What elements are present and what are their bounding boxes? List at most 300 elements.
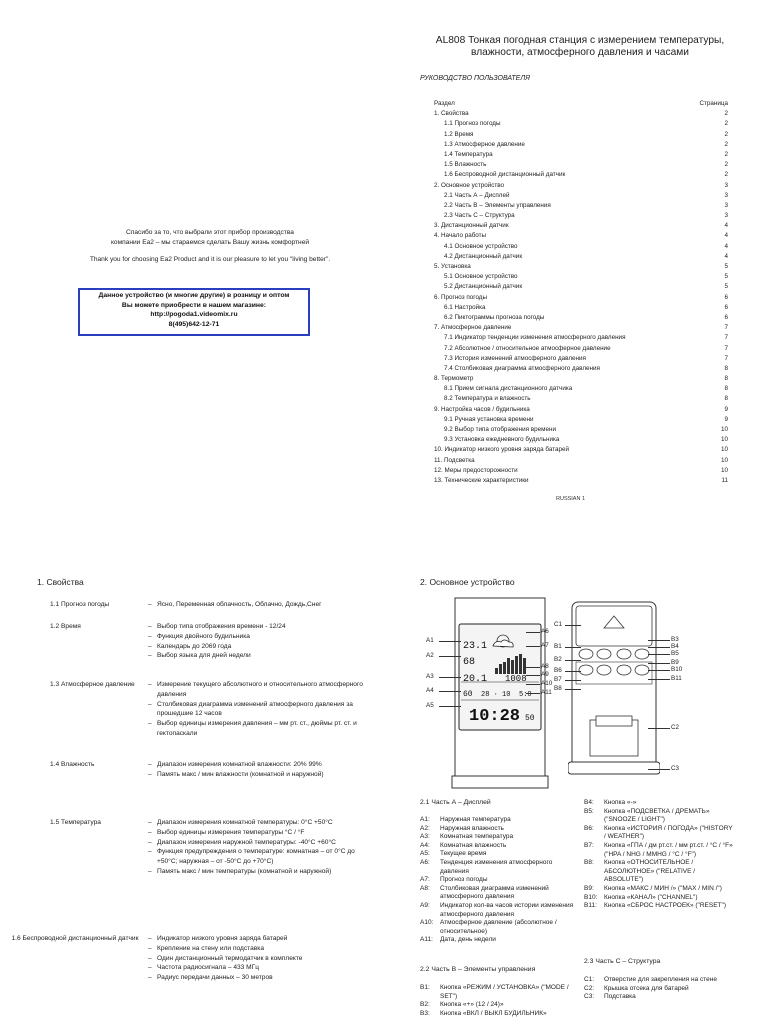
callout-line xyxy=(526,684,540,685)
toc-entry-page: 10 xyxy=(720,436,728,444)
toc-entry-title: 4.2 Дистанционный датчик xyxy=(444,252,523,260)
feature-items xyxy=(148,760,368,780)
legend-item xyxy=(420,902,580,919)
lcd-seconds: 50 xyxy=(525,714,535,723)
legend-key: B11: xyxy=(584,902,597,910)
feature-items xyxy=(148,622,368,661)
legend-value: Кнопка «+» (12 / 24)» xyxy=(440,1001,504,1009)
toc-entry-title: 10. Индикатор низкого уровня заряда батарей xyxy=(434,446,570,454)
callout-label-a11: A11 xyxy=(541,689,552,696)
legend-key: A5: xyxy=(420,850,430,858)
toc-row xyxy=(434,130,728,140)
feature-items xyxy=(148,818,368,877)
thanks-note xyxy=(60,228,360,273)
feature-item: – Радиус передачи данных – 30 метров xyxy=(148,973,368,983)
toc-entry-page: 2 xyxy=(724,110,728,118)
controls-legend-right xyxy=(584,799,734,911)
controls-legend-left xyxy=(420,984,580,1018)
toc-row xyxy=(434,374,728,384)
callout-label-b4: B4 xyxy=(671,643,679,650)
legend-item xyxy=(420,984,580,1001)
callout-line xyxy=(648,728,670,729)
lcd-time-small: 5:0 xyxy=(519,691,532,699)
callout-label-c2: C2 xyxy=(671,724,680,731)
toc-entry-page: 7 xyxy=(724,344,728,352)
callout-line xyxy=(565,660,581,661)
feature-item: – Один дистанционный термодатчик в комплекте xyxy=(148,954,368,964)
callout-line xyxy=(526,632,540,633)
legend-item xyxy=(420,850,580,859)
toc-header-section: Раздел xyxy=(434,100,455,107)
callout-label-a5: A5 xyxy=(426,702,434,709)
toc-row xyxy=(434,252,728,262)
legend-value: Кнопка «-» xyxy=(604,799,637,806)
legend-key: B8: xyxy=(584,859,594,867)
promo-url[interactable]: http://pogoda1.videomix.ru xyxy=(150,311,238,319)
feature-item: – Измерение текущего абсолютного и относительного атмосферного давления xyxy=(148,680,368,700)
lcd-temp-outdoor: 23.1 xyxy=(463,641,488,652)
feature-item: – Диапазон измерения комнатной температуры: 0°C +50°C xyxy=(148,818,368,828)
toc-entry-title: 5. Установка xyxy=(434,263,471,270)
toc-row xyxy=(434,394,728,404)
toc-entry-page: 11 xyxy=(721,476,728,484)
legend-key: A7: xyxy=(420,876,430,884)
toc-entry-page: 2 xyxy=(724,171,728,179)
toc-entry-title: 7.4 Столбиковая диаграмма атмосферного давления xyxy=(444,364,600,372)
feature-items xyxy=(148,600,368,610)
toc-row xyxy=(434,445,728,455)
callout-label-b9: B9 xyxy=(671,659,679,666)
lcd-pressure: 1008 xyxy=(505,674,527,684)
toc-entry-page: 6 xyxy=(724,293,728,301)
toc-row xyxy=(434,415,728,425)
title-line2: влажности, атмосферного давления и часами xyxy=(471,47,689,58)
toc-entry-title: 1.3 Атмосферное давление xyxy=(444,140,525,148)
legend-key: B10: xyxy=(584,893,598,901)
legend-key: C3: xyxy=(584,993,595,1001)
legend-key: B6: xyxy=(584,824,594,832)
toc-entry-title: 2.2 Часть В – Элементы управления xyxy=(444,201,551,209)
toc-entry-title: 4.1 Основное устройство xyxy=(444,242,518,250)
toc-entry-page: 4 xyxy=(724,222,728,230)
toc-entry-page: 9 xyxy=(724,405,728,413)
toc-row xyxy=(434,242,728,252)
toc-entry-page: 7 xyxy=(724,324,728,332)
lcd-date: 28 · 10 xyxy=(481,691,511,699)
legend-item xyxy=(584,985,734,994)
legend-key: A3: xyxy=(420,833,430,841)
callout-line xyxy=(565,689,581,690)
toc-entry-page: 8 xyxy=(724,375,728,383)
legend-item xyxy=(420,919,580,936)
legend-item xyxy=(420,816,580,825)
feature-item: – Выбор типа отображения времени - 12/24 xyxy=(148,622,368,632)
toc-row xyxy=(434,191,728,201)
toc-entry-title: 7.2 Абсолютное / относительное атмосферное давление xyxy=(444,344,611,352)
lcd-time: 10:28 xyxy=(469,707,521,726)
callout-label-a9: A9 xyxy=(541,671,549,678)
features-list xyxy=(11,600,370,1010)
toc-entry-page: 4 xyxy=(724,232,728,240)
toc-entry-title: 11. Подсветка xyxy=(434,456,475,464)
legend-item xyxy=(584,976,734,985)
toc-entry-page: 7 xyxy=(724,334,728,342)
toc-row xyxy=(434,272,728,282)
callout-label-b2: B2 xyxy=(554,656,562,663)
toc-row xyxy=(434,364,728,374)
callout-line xyxy=(565,625,581,626)
subsection-2-1: 2.1 Часть А – Дисплей xyxy=(420,799,491,806)
legend-item xyxy=(584,825,734,842)
toc-entry-title: 9.3 Установка ежедневного будильника xyxy=(444,436,560,444)
toc-row xyxy=(434,405,728,415)
toc-row xyxy=(434,476,728,486)
callout-line xyxy=(439,641,461,642)
toc-row xyxy=(434,323,728,333)
legend-value: Индикатор кол-ва часов истории изменения атмосферного давления xyxy=(440,901,574,918)
legend-key: A6: xyxy=(420,858,430,866)
toc-row xyxy=(434,282,728,292)
feature-label: 1.3 Атмосферное давление xyxy=(50,681,135,688)
toc-entry-page: 3 xyxy=(724,181,728,189)
feature-label: 1.6 Беспроводной дистанционный датчик xyxy=(11,935,139,942)
legend-key: A2: xyxy=(420,824,430,832)
toc-entry-title: 6. Прогноз погоды xyxy=(434,293,488,301)
legend-item xyxy=(584,842,734,859)
legend-item xyxy=(584,993,734,1002)
legend-key: B9: xyxy=(584,884,594,892)
page-footer: RUSSIAN 1 xyxy=(556,496,586,502)
feature-item: – Выбор единицы измерения давления – мм рт. ст., дюймы рт. ст. и гектопаскали xyxy=(148,719,368,739)
thanks-en: Thank you for choosing Ea2 Product and it is our pleasure to let you "living better". xyxy=(89,256,331,263)
legend-value: Наружная температура xyxy=(440,816,511,823)
callout-label-b5: B5 xyxy=(671,650,679,657)
feature-item: – Индикатор низкого уровня заряда батарей xyxy=(148,934,368,944)
feature-item: – Функция предупреждения о температуре: комнатная – от 0°C до +50°C; наружная – от -50°C до +70°C) xyxy=(148,847,368,867)
callout-line xyxy=(648,647,670,648)
thanks-ru-line1: Спасибо за то, что выбрали этот прибор производства xyxy=(126,229,294,236)
legend-item xyxy=(584,799,734,808)
legend-item xyxy=(584,859,734,885)
toc-row xyxy=(434,425,728,435)
structure-legend xyxy=(584,976,734,1002)
section1-title: 1. Свойства xyxy=(37,577,84,587)
legend-item xyxy=(420,859,580,876)
feature-item: – Диапазон измерения комнатной влажности: 20% 99% xyxy=(148,760,368,770)
toc-row xyxy=(434,150,728,160)
toc-entry-title: 3. Дистанционный датчик xyxy=(434,222,509,230)
callout-label-b7: B7 xyxy=(554,676,562,683)
callout-label-c1: C1 xyxy=(554,621,563,628)
toc-row xyxy=(434,211,728,221)
toc-entry-page: 2 xyxy=(724,120,728,128)
toc-row xyxy=(434,170,728,180)
toc-entry-page: 6 xyxy=(724,303,728,311)
callout-line xyxy=(526,667,540,668)
callout-line xyxy=(648,679,670,680)
toc-entry-page: 4 xyxy=(724,252,728,260)
callout-label-b11: B11 xyxy=(671,675,682,682)
legend-value: Кнопка «ПОДСВЕТКА / ДРЕМАТЬ» ("SNOOZE / LIGHT") xyxy=(604,807,710,824)
toc-entry-page: 2 xyxy=(724,161,728,169)
callout-line xyxy=(526,646,540,647)
legend-key: A10: xyxy=(420,919,434,927)
toc-entry-title: 1.4 Температура xyxy=(444,150,493,158)
toc-entry-title: 8. Термометр xyxy=(434,375,474,383)
toc-entry-title: 2.1 Часть А – Дисплей xyxy=(444,191,510,199)
legend-item xyxy=(420,885,580,902)
toc-row xyxy=(434,140,728,150)
lcd-humidity-indoor: 60 xyxy=(463,690,473,699)
legend-key: A9: xyxy=(420,901,430,909)
legend-value: Кнопка «МАКС / МИН /» ("MAX / MIN /") xyxy=(604,884,722,892)
callout-line xyxy=(565,680,581,681)
legend-value: Столбиковая диаграмма изменений атмосферного давления xyxy=(440,884,549,901)
feature-item: – Ясно, Переменная облачность, Облачно, Дождь,Снег xyxy=(148,600,368,610)
toc-row xyxy=(434,160,728,170)
promo-phone: 8(495)642-12-71 xyxy=(168,320,220,328)
feature-item: – Выбор единицы измерения температуры °C / °F xyxy=(148,828,368,838)
toc-entry-page: 9 xyxy=(724,415,728,423)
promo-line2: Вы можете приобрести в нашем магазине: xyxy=(121,301,267,309)
toc-entry-page: 10 xyxy=(720,446,728,454)
legend-value: Дата, день недели xyxy=(440,936,496,944)
toc-entry-page: 3 xyxy=(724,201,728,209)
callout-line xyxy=(439,706,461,707)
legend-item xyxy=(420,1001,580,1010)
toc-entry-page: 5 xyxy=(724,283,728,291)
section2-title: 2. Основное устройство xyxy=(420,577,515,587)
feature-items xyxy=(148,934,368,983)
toc-row xyxy=(434,456,728,466)
toc-entry-page: 3 xyxy=(724,191,728,199)
toc-entry-page: 8 xyxy=(724,385,728,393)
thanks-ru-line2: компании Ea2 – мы стараемся сделать Вашу жизнь комфортней xyxy=(110,238,310,246)
toc-entry-page: 10 xyxy=(720,456,728,464)
toc-entry-title: 5.2 Дистанционный датчик xyxy=(444,283,523,291)
legend-key: B7: xyxy=(584,841,594,849)
legend-key: B3: xyxy=(420,1009,430,1017)
toc-row xyxy=(434,262,728,272)
feature-item: – Память макс / мин температуры (комнатной и наружной) xyxy=(148,867,368,877)
toc-entry-page: 8 xyxy=(724,395,728,403)
feature-item: – Крепление на стену или подставка xyxy=(148,944,368,954)
table-of-contents xyxy=(434,99,728,486)
callout-label-b10: B10 xyxy=(671,666,683,673)
callout-line xyxy=(648,663,670,664)
toc-entry-title: 1.2 Время xyxy=(444,130,474,138)
toc-entry-page: 2 xyxy=(724,140,728,148)
toc-row xyxy=(434,201,728,211)
toc-entry-page: 10 xyxy=(720,466,728,474)
legend-key: A8: xyxy=(420,884,430,892)
toc-entry-page: 7 xyxy=(724,354,728,362)
callout-label-a10: A10 xyxy=(541,680,553,687)
toc-row xyxy=(434,354,728,364)
legend-key: B5: xyxy=(584,807,594,815)
toc-entry-title: 13. Технические характеристики xyxy=(434,476,529,484)
callout-label-a8: A8 xyxy=(541,663,549,670)
callout-label-a3: A3 xyxy=(426,673,434,680)
feature-items xyxy=(148,680,368,739)
legend-value: Атмосферное давление (абсолютное / относительное) xyxy=(440,919,557,935)
legend-key: C1: xyxy=(584,976,595,983)
callout-line xyxy=(648,769,670,770)
lcd-humidity-outdoor: 68 xyxy=(463,657,476,668)
toc-entry-page: 6 xyxy=(724,313,728,321)
legend-value: Кнопка «ИСТОРИЯ / ПОГОДА» ("HISTORY / WEATHER") xyxy=(604,824,733,841)
toc-row xyxy=(434,231,728,241)
legend-value: Кнопка «РЕЖИМ / УСТАНОВКА» ("MODE / SET") xyxy=(440,984,569,1000)
feature-item: – Частота радиосигнала – 433 МГц xyxy=(148,963,368,973)
toc-row xyxy=(434,181,728,191)
toc-entry-title: 7.3 История изменений атмосферного давления xyxy=(444,354,586,362)
legend-item xyxy=(584,902,734,911)
toc-entry-title: 9.2 Выбор типа отображения времени xyxy=(444,426,556,433)
toc-entry-title: 4. Начало работы xyxy=(434,232,487,240)
callout-line xyxy=(648,670,670,671)
toc-entry-page: 3 xyxy=(724,212,728,220)
callout-label-a7: A7 xyxy=(541,642,549,649)
toc-row xyxy=(434,119,728,129)
toc-row xyxy=(434,333,728,343)
callout-line xyxy=(565,647,581,648)
toc-entry-title: 9.1 Ручная установка времени xyxy=(444,415,534,423)
toc-entry-title: 6.1 Настройка xyxy=(444,303,486,311)
callout-line xyxy=(526,675,540,676)
toc-entry-page: 5 xyxy=(724,263,728,270)
legend-value: Тенденция изменения атмосферного давления xyxy=(440,858,553,875)
display-legend xyxy=(420,816,580,945)
callout-label-b6: B6 xyxy=(554,667,562,674)
legend-value: Комнатная температура xyxy=(440,833,514,841)
feature-item: – Диапазон измерения наружной температуры: -40°C +60°C xyxy=(148,838,368,848)
legend-value: Текущее время xyxy=(440,850,487,858)
toc-entry-title: 2.3 Часть С – Структура xyxy=(444,212,515,220)
toc-row xyxy=(434,435,728,445)
legend-value: Крышка отсека для батарей xyxy=(604,984,689,992)
toc-row xyxy=(434,293,728,303)
feature-item: – Столбиковая диаграмма изменений атмосферного давления за прошедшие 12 часов xyxy=(148,700,368,720)
feature-label: 1.2 Время xyxy=(50,623,81,630)
subsection-2-3: 2.3 Часть С – Структура xyxy=(584,958,661,965)
callout-label-c3: C3 xyxy=(671,765,680,772)
toc-row xyxy=(434,384,728,394)
callout-label-a1: A1 xyxy=(426,637,434,644)
toc-row xyxy=(434,344,728,354)
toc-header xyxy=(434,99,728,109)
legend-value: Кнопка «КАНАЛ» ("CHANNEL") xyxy=(604,893,698,901)
toc-entry-title: 7. Атмосферное давление xyxy=(434,324,512,332)
promo-line1: Данное устройство (и многие другие) в розницу и оптом xyxy=(98,292,290,299)
legend-value: Наружная влажность xyxy=(440,824,504,832)
callout-label-b1: B1 xyxy=(554,643,562,650)
legend-value: Отверстие для закрепления на стене xyxy=(604,976,717,983)
toc-header-page: Страница xyxy=(699,100,728,107)
toc-entry-title: 1.5 Влажность xyxy=(444,161,487,169)
feature-label: 1.4 Влажность xyxy=(50,761,95,768)
toc-entry-page: 2 xyxy=(724,130,728,138)
toc-entry-title: 7.1 Индикатор тенденции изменения атмосферного давления xyxy=(444,334,626,342)
toc-entry-page: 4 xyxy=(724,242,728,250)
legend-value: Комнатная влажность xyxy=(440,841,507,849)
feature-label: 1.5 Температура xyxy=(50,819,101,826)
toc-row xyxy=(434,221,728,231)
callout-line xyxy=(439,677,461,678)
legend-key: A4: xyxy=(420,841,430,849)
toc-row xyxy=(434,313,728,323)
document-title xyxy=(420,35,740,59)
legend-value: Кнопка «ГПА / дм рт.ст. / мм рт.ст. / °C / °F» ("HPA / NHG / MMHG / °C / °F") xyxy=(604,841,733,858)
legend-key: C2: xyxy=(584,984,595,992)
toc-entry-title: 2. Основное устройство xyxy=(434,181,505,189)
toc-row xyxy=(434,109,728,119)
callout-label-a6: A6 xyxy=(541,628,549,635)
toc-entry-title: 8.1 Прием сигнала дистанционного датчика xyxy=(444,385,573,393)
legend-value: Кнопка «СБРОС НАСТРОЕК» ("RESET") xyxy=(604,902,726,910)
callout-label-a4: A4 xyxy=(426,687,434,694)
callout-line xyxy=(439,691,461,692)
callout-line xyxy=(439,656,461,657)
feature-item: – Выбор языка для дней недели xyxy=(148,651,368,661)
legend-value: Подставка xyxy=(604,993,636,1001)
toc-entry-title: 1.6 Беспроводной дистанционный датчик xyxy=(444,171,566,179)
legend-item xyxy=(420,825,580,834)
callout-line xyxy=(565,671,581,672)
toc-row xyxy=(434,303,728,313)
toc-entry-title: 5.1 Основное устройство xyxy=(444,273,518,281)
callout-line xyxy=(526,693,540,694)
legend-value: Кнопка «ВКЛ / ВЫКЛ БУДИЛЬНИК» xyxy=(440,1009,547,1017)
legend-item xyxy=(584,808,734,825)
toc-entry-title: 12. Меры предосторожности xyxy=(434,466,518,474)
callout-line xyxy=(648,640,670,641)
callout-label-b3: B3 xyxy=(671,636,679,643)
legend-item xyxy=(584,885,734,894)
callout-label-b8: B8 xyxy=(554,685,562,692)
legend-value: Кнопка «ОТНОСИТЕЛЬНОЕ / АБСОЛЮТНОЕ» ("RELATIVE / ABSOLUTE") xyxy=(604,859,696,884)
legend-item xyxy=(420,876,580,885)
legend-key: B1: xyxy=(420,984,430,991)
feature-label: 1.1 Прогноз погоды xyxy=(50,601,110,608)
legend-item xyxy=(420,936,580,945)
toc-entry-page: 10 xyxy=(720,426,728,433)
toc-entry-title: 8.2 Температура и влажность xyxy=(444,395,531,403)
feature-item: – Календарь до 2069 года xyxy=(148,642,368,652)
toc-entry-page: 2 xyxy=(724,150,728,158)
legend-item xyxy=(584,894,734,903)
legend-value: Прогноз погоды xyxy=(440,876,488,884)
legend-key: A11: xyxy=(420,936,433,944)
toc-entry-title: 9. Настройка часов / будильника xyxy=(434,405,530,413)
subsection-2-2: 2.2 Часть В – Элементы управления xyxy=(420,966,536,973)
user-guide-heading: РУКОВОДСТВО ПОЛЬЗОВАТЕЛЯ xyxy=(420,75,530,82)
callout-label-a2: A2 xyxy=(426,652,434,659)
legend-item xyxy=(420,842,580,851)
feature-item: – Функция двойного будильника xyxy=(148,632,368,642)
callout-line xyxy=(648,654,670,655)
legend-item xyxy=(420,833,580,842)
title-line1: AL808 Тонкая погодная станция с измерением температуры, xyxy=(435,35,725,46)
toc-entry-page: 5 xyxy=(724,273,728,281)
toc-entry-page: 8 xyxy=(724,364,728,372)
legend-key: A1: xyxy=(420,816,430,823)
toc-entry-title: 1. Свойства xyxy=(434,110,469,118)
legend-item xyxy=(420,1010,580,1019)
feature-item: – Память макс / мин влажности (комнатной и наружной) xyxy=(148,770,368,780)
toc-entry-title: 1.1 Прогноз погоды xyxy=(444,120,501,128)
toc-row xyxy=(434,466,728,476)
